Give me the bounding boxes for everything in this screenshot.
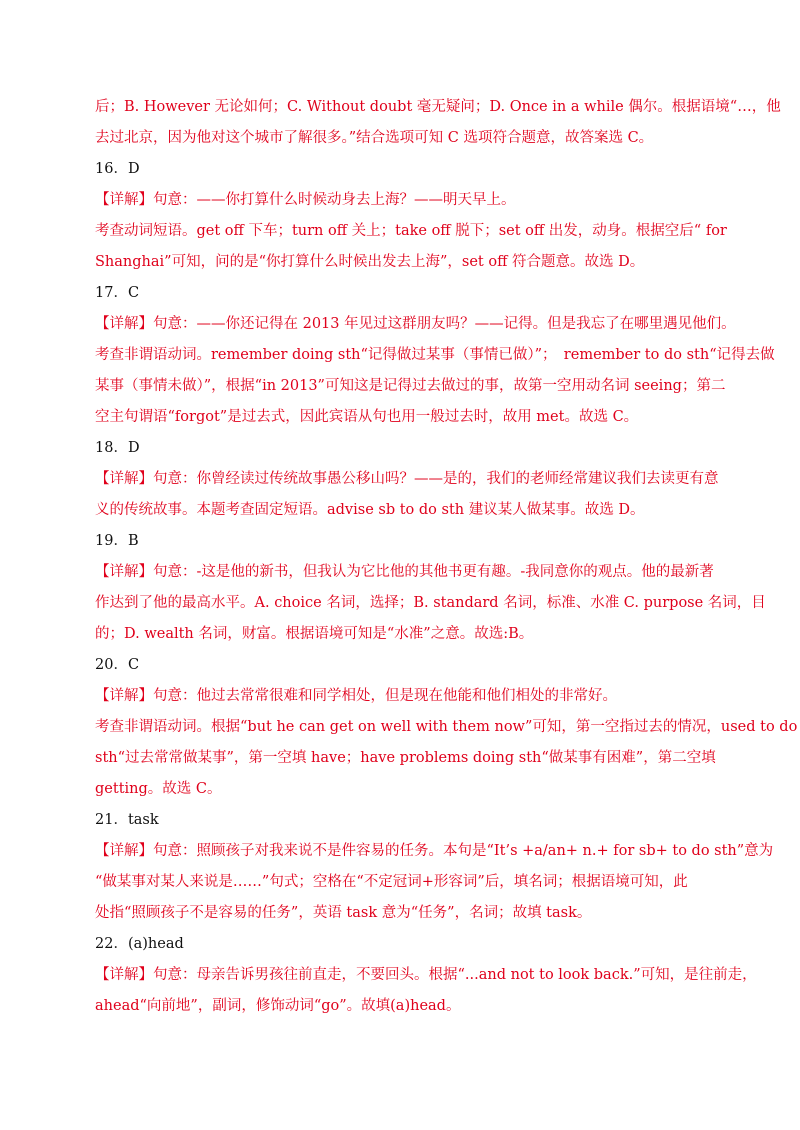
explanation-line: 义的传统故事。本题考查固定短语。advise sb to do sth 建议某人做某事。故选 D。 bbox=[95, 502, 645, 518]
explanation-line: 【详解】句意：他过去常常很难和同学相处，但是现在他能和他们相处的非常好。 bbox=[95, 688, 617, 704]
explanation-line: Shanghai”可知，问的是“你打算什么时候出发去上海”，set off 符合题意。故选 D。 bbox=[95, 254, 645, 270]
explanation-line: 考查非谓语动词。根据“but he can get on well with them now”可知，第一空指过去的情况，used to do bbox=[95, 719, 798, 735]
explanation-line: 作达到了他的最高水平。A. choice 名词，选择；B. standard 名词，标准、水准 C. purpose 名词，目 bbox=[95, 595, 766, 611]
explanation-line: 去过北京，因为他对这个城市了解很多。”结合选项可知 C 选项符合题意，故答案选 C。 bbox=[95, 130, 654, 146]
explanation-line: 【详解】句意：——你还记得在 2013 年见过这群朋友吗？——记得。但是我忘了在哪里遇见他们。 bbox=[95, 316, 736, 332]
explanation-line: 考查非谓语动词。remember doing sth“记得做过某事（事情已做）”； remember to do sth“记得去做 bbox=[95, 347, 775, 363]
explanation-line: 【详解】句意：你曾经读过传统故事愚公移山吗？——是的，我们的老师经常建议我们去读更有意 bbox=[95, 471, 719, 487]
explanation-line: 后；B. However 无论如何；C. Without doubt 毫无疑问；D. Once in a while 偶尔。根据语境“…，他 bbox=[95, 99, 781, 115]
explanation-line: 【详解】句意：-这是他的新书，但我认为它比他的其他书更有趣。-我同意你的观点。他的最新著 bbox=[95, 564, 714, 580]
explanation-line: 处指“照顾孩子不是容易的任务”，英语 task 意为“任务”，名词；故填 task。 bbox=[95, 905, 592, 921]
explanation-line: 【详解】句意：母亲告诉男孩往前直走，不要回头。根据“...and not to look back.”可知，是往前走， bbox=[95, 967, 757, 983]
explanation-line: 空主句谓语“forgot”是过去式，因此宾语从句也用一般过去时，故用 met。故选 C。 bbox=[95, 409, 639, 425]
explanation-line: 【详解】句意：照顾孩子对我来说不是件容易的任务。本句是“It’s +a/an+ n.+ for sb+ to do sth”意为 bbox=[95, 843, 774, 859]
answer-number-line: 16．D bbox=[95, 161, 140, 177]
answer-number-line: 21．task bbox=[95, 812, 159, 828]
explanation-line: 考查动词短语。get off 下车；turn off 关上；take off 脱下；set off 出发，动身。根据空后“ for bbox=[95, 223, 727, 239]
explanation-line: getting。故选 C。 bbox=[95, 781, 222, 797]
explanation-line: “做某事对某人来说是……”句式；空格在“不定冠词+形容词”后，填名词；根据语境可知，此 bbox=[95, 874, 688, 890]
explanation-line: sth“过去常常做某事”，第一空填 have；have problems doing sth“做某事有困难”，第二空填 bbox=[95, 750, 716, 766]
answer-number-line: 18．D bbox=[95, 440, 140, 456]
explanation-line: 【详解】句意：——你打算什么时候动身去上海？——明天早上。 bbox=[95, 192, 516, 208]
answer-number-line: 19．B bbox=[95, 533, 139, 549]
explanation-line: ahead“向前地”，副词，修饰动词“go”。故填(a)head。 bbox=[95, 998, 461, 1014]
answer-number-line: 17．C bbox=[95, 285, 140, 301]
answer-number-line: 20．C bbox=[95, 657, 140, 673]
explanation-line: 的；D. wealth 名词，财富。根据语境可知是“水准”之意。故选:B。 bbox=[95, 626, 534, 642]
answer-number-line: 22．(a)head bbox=[95, 936, 184, 952]
explanation-line: 某事（事情未做）”，根据“in 2013”可知这是记得过去做过的事，故第一空用动名词 seeing；第二 bbox=[95, 378, 726, 394]
